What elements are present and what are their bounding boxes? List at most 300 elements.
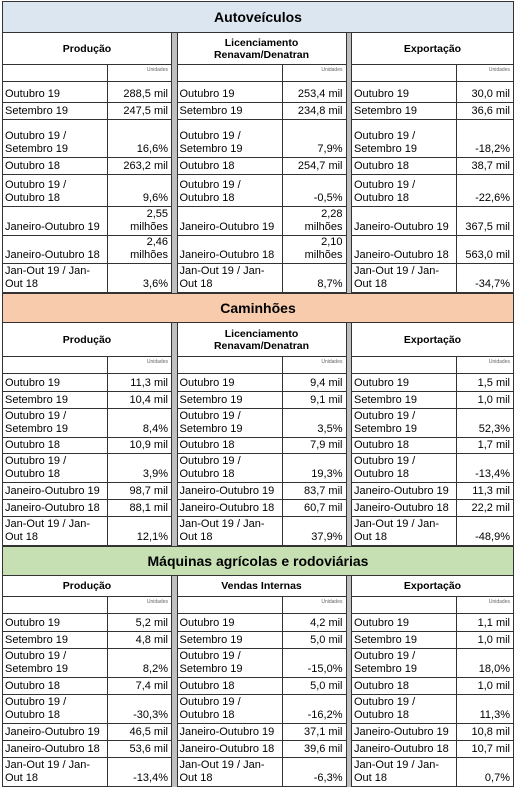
table-row (3, 741, 171, 758)
units-row (352, 357, 513, 374)
units-label: Unidades (146, 67, 168, 73)
row-value (108, 409, 171, 437)
row-label: Outubro 19 / Outubro 18 (3, 454, 108, 482)
units-label: Unidades (488, 359, 510, 365)
row-value-text: 5,0 mil (310, 680, 343, 692)
row-label: Janeiro-Outubro 18 (178, 236, 283, 263)
column-header: Licenciamento Renavam/Denatran (178, 33, 346, 65)
row-label: Janeiro-Outubro 19 (352, 207, 457, 235)
row-label: Jan-Out 19 / Jan-Out 18 (3, 517, 108, 545)
row-label: Outubro 19 / Setembro 19 (352, 649, 457, 677)
row-value (108, 614, 171, 631)
table-row (178, 264, 346, 293)
row-value (283, 500, 346, 516)
row-value-text: 12,1% (136, 531, 168, 543)
table-row (178, 392, 346, 409)
row-value (457, 103, 513, 119)
row-value (283, 724, 346, 740)
table-row (352, 392, 513, 409)
table-row (3, 649, 171, 678)
row-value (457, 758, 513, 786)
row-label: Outubro 19 (178, 374, 283, 391)
row-value (457, 207, 513, 235)
table-row (3, 517, 171, 546)
table-row (352, 264, 513, 293)
row-value-text: 52,3% (478, 423, 510, 435)
row-value-text: 10,4 mil (129, 394, 168, 406)
row-value (283, 82, 346, 102)
row-label: Outubro 19 / Setembro 19 (3, 409, 108, 437)
row-label: Jan-Out 19 / Jan-Out 18 (178, 264, 283, 292)
row-value (283, 454, 346, 482)
units-label: Unidades (321, 599, 343, 605)
data-column (178, 576, 346, 787)
table-row (178, 500, 346, 517)
row-label: Jan-Out 19 / Jan-Out 18 (3, 758, 108, 786)
table-row (352, 207, 513, 236)
row-value-text: 254,7 mil (297, 160, 343, 172)
row-label: Setembro 19 (352, 392, 457, 408)
section-3 (2, 546, 514, 787)
table-row (3, 409, 171, 438)
row-value (108, 678, 171, 694)
row-value (108, 632, 171, 648)
row-label: Setembro 19 (352, 103, 457, 119)
row-value (457, 264, 513, 292)
row-value-text: -13,4% (133, 772, 168, 784)
row-value-text: -16,2% (307, 709, 343, 721)
table-row (178, 632, 346, 649)
row-value-text: 2,28 milhões (304, 208, 343, 233)
units-spacer (178, 597, 283, 613)
row-label: Outubro 19 / Outubro 18 (178, 175, 283, 206)
section-title: Máquinas agrícolas e rodoviárias (2, 546, 514, 576)
row-label: Janeiro-Outubro 18 (178, 500, 283, 516)
row-value (283, 438, 346, 453)
row-label: Outubro 19 / Outubro 18 (352, 695, 457, 723)
table-row (3, 758, 171, 787)
section-grid (2, 576, 514, 787)
table-row (178, 454, 346, 483)
table-row (352, 649, 513, 678)
row-value-text: 1,7 mil (477, 439, 510, 451)
row-value-text: 7,9% (317, 143, 343, 155)
row-value (283, 758, 346, 786)
table-row (178, 695, 346, 724)
units-row (178, 357, 346, 374)
units-spacer (178, 65, 283, 81)
row-label: Janeiro-Outubro 18 (3, 236, 108, 263)
row-value-text: 30,0 mil (471, 88, 510, 100)
row-value (457, 438, 513, 453)
row-label: Outubro 19 / Setembro 19 (352, 120, 457, 157)
row-value (108, 741, 171, 757)
row-value (457, 695, 513, 723)
row-value-text: 11,3% (479, 709, 510, 721)
data-column (352, 33, 513, 293)
row-value (108, 438, 171, 453)
row-label: Janeiro-Outubro 19 (3, 207, 108, 235)
row-value (457, 500, 513, 516)
row-value (283, 374, 346, 391)
table-row (3, 500, 171, 517)
row-value (108, 500, 171, 516)
units-spacer (3, 357, 108, 373)
row-label: Outubro 18 (352, 438, 457, 453)
table-row (3, 264, 171, 293)
row-value-text: 11,3 mil (472, 485, 510, 497)
row-value (108, 483, 171, 499)
row-value (457, 374, 513, 391)
row-value-text: 0,7% (484, 772, 510, 784)
row-value (108, 236, 171, 263)
row-label: Outubro 19 / Outubro 18 (178, 695, 283, 723)
row-value-text: 9,1 mil (310, 394, 343, 406)
row-value-text: 1,0 mil (477, 634, 510, 646)
row-value (457, 483, 513, 499)
statistics-document (2, 1, 514, 787)
row-label: Jan-Out 19 / Jan-Out 18 (352, 758, 457, 786)
row-label: Outubro 19 (3, 374, 108, 391)
table-row (352, 517, 513, 546)
row-value (108, 120, 171, 157)
data-column (3, 323, 171, 546)
row-value-text: 11,3 mil (130, 377, 168, 389)
row-label: Janeiro-Outubro 19 (178, 207, 283, 235)
row-value (283, 264, 346, 292)
table-row (178, 649, 346, 678)
row-value (283, 392, 346, 408)
row-value (108, 175, 171, 206)
table-row (352, 632, 513, 649)
row-value-text: 253,4 mil (297, 88, 343, 100)
row-value (283, 614, 346, 631)
table-row (352, 483, 513, 500)
row-value-text: 10,9 mil (129, 439, 168, 451)
table-row (3, 454, 171, 483)
table-row (178, 678, 346, 695)
table-row (352, 175, 513, 207)
row-label: Jan-Out 19 / Jan-Out 18 (178, 758, 283, 786)
row-value-text: 4,8 mil (135, 634, 168, 646)
row-value (108, 207, 171, 235)
section-2 (2, 293, 514, 546)
row-value-text: 9,4 mil (310, 377, 343, 389)
table-row (352, 724, 513, 741)
table-row (352, 438, 513, 454)
row-value-text: 263,2 mil (123, 160, 168, 172)
table-row (178, 120, 346, 158)
row-value-text: 37,9% (311, 531, 343, 543)
units-spacer (178, 357, 283, 373)
row-value-text: 46,5 mil (129, 726, 168, 738)
row-value-text: 38,7 mil (471, 160, 510, 172)
table-row (352, 614, 513, 632)
column-header: Vendas Internas (178, 576, 346, 597)
table-row (3, 207, 171, 236)
row-value-text: 5,0 mil (310, 634, 343, 646)
units-spacer (352, 357, 457, 373)
units-row (352, 65, 513, 82)
row-value-text: 2,10 milhões (304, 236, 343, 261)
row-value-text: 83,7 mil (303, 485, 343, 497)
data-column (352, 323, 513, 546)
units-spacer (352, 597, 457, 613)
row-label: Setembro 19 (178, 103, 283, 119)
row-value-text: -48,9% (475, 531, 510, 543)
row-value-text: -30,3% (133, 709, 168, 721)
row-value-text: 1,1 mil (477, 617, 510, 629)
row-value (457, 517, 513, 545)
row-value (457, 120, 513, 157)
data-column (352, 576, 513, 787)
row-value (457, 392, 513, 408)
units-row (178, 65, 346, 82)
row-label: Jan-Out 19 / Jan-Out 18 (178, 517, 283, 545)
table-row (3, 103, 171, 120)
row-label: Setembro 19 (3, 632, 108, 648)
row-value-text: 288,5 mil (123, 88, 168, 100)
row-label: Outubro 19 (3, 614, 108, 631)
section-grid (2, 33, 514, 293)
table-row (3, 724, 171, 741)
row-label: Outubro 19 / Outubro 18 (352, 175, 457, 206)
row-value (283, 120, 346, 157)
table-row (3, 632, 171, 649)
row-label: Setembro 19 (3, 103, 108, 119)
row-value (283, 632, 346, 648)
row-label: Outubro 18 (178, 678, 283, 694)
row-value-text: -34,7% (475, 278, 510, 290)
table-row (352, 236, 513, 264)
row-value (283, 236, 346, 263)
row-value (457, 614, 513, 631)
row-label: Outubro 19 (178, 614, 283, 631)
row-value-text: 98,7 mil (129, 485, 168, 497)
column-header: Produção (3, 323, 171, 357)
table-row (3, 392, 171, 409)
data-column (3, 33, 171, 293)
row-value-text: 3,5% (317, 423, 343, 435)
column-header: Exportação (352, 323, 513, 357)
row-value-text: 10,7 mil (471, 743, 510, 755)
section-1 (2, 1, 514, 293)
row-value-text: 88,1 mil (129, 502, 168, 514)
row-label: Outubro 19 (178, 82, 283, 102)
row-value (457, 632, 513, 648)
row-label: Janeiro-Outubro 19 (352, 724, 457, 740)
row-value (457, 678, 513, 694)
row-label: Outubro 19 / Outubro 18 (352, 454, 457, 482)
row-value-text: 563,0 mil (465, 249, 510, 261)
table-row (178, 103, 346, 120)
row-value (457, 236, 513, 263)
row-value-text: 39,6 mil (303, 743, 343, 755)
row-value (283, 483, 346, 499)
table-row (352, 758, 513, 787)
row-label: Outubro 18 (3, 438, 108, 453)
table-row (3, 374, 171, 392)
row-value (283, 741, 346, 757)
row-value-text: 234,8 mil (297, 105, 343, 117)
row-label: Outubro 19 (352, 374, 457, 391)
units-label: Unidades (321, 359, 343, 365)
row-value (457, 175, 513, 206)
data-column (178, 33, 346, 293)
row-value-text: 7,9 mil (310, 439, 343, 451)
row-value (283, 678, 346, 694)
row-value (108, 517, 171, 545)
row-label: Outubro 19 / Setembro 19 (352, 409, 457, 437)
units-spacer (3, 597, 108, 613)
table-row (178, 82, 346, 103)
column-header: Produção (3, 576, 171, 597)
row-value (457, 454, 513, 482)
table-row (352, 409, 513, 438)
table-row (3, 236, 171, 264)
row-value-text: 3,9% (142, 468, 168, 480)
units-label: Unidades (488, 599, 510, 605)
row-value-text: 37,1 mil (303, 726, 343, 738)
row-label: Setembro 19 (3, 392, 108, 408)
row-label: Jan-Out 19 / Jan-Out 18 (352, 517, 457, 545)
row-label: Outubro 19 / Outubro 18 (3, 695, 108, 723)
table-row (178, 207, 346, 236)
table-row (178, 374, 346, 392)
row-label: Janeiro-Outubro 18 (3, 500, 108, 516)
table-row (178, 158, 346, 175)
table-row (178, 741, 346, 758)
table-row (352, 374, 513, 392)
row-value-text: 10,8 mil (471, 726, 510, 738)
units-label: Unidades (488, 67, 510, 73)
row-label: Outubro 19 / Outubro 18 (3, 175, 108, 206)
units-row (3, 357, 171, 374)
data-column (3, 576, 171, 787)
section-title: Caminhões (2, 293, 514, 323)
table-row (3, 158, 171, 175)
row-value-text: 1,0 mil (477, 680, 510, 692)
row-label: Outubro 18 (3, 678, 108, 694)
row-value-text: 1,5 mil (477, 377, 510, 389)
row-value-text: 36,6 mil (471, 105, 510, 117)
units-spacer (3, 65, 108, 81)
row-label: Janeiro-Outubro 18 (352, 741, 457, 757)
row-value-text: 9,6% (142, 192, 168, 204)
row-value (457, 741, 513, 757)
table-row (352, 120, 513, 158)
table-row (352, 103, 513, 120)
row-value-text: -22,6% (475, 192, 510, 204)
units-spacer (352, 65, 457, 81)
section-grid (2, 323, 514, 546)
row-label: Outubro 18 (352, 678, 457, 694)
row-value (108, 264, 171, 292)
row-value-text: 5,2 mil (135, 617, 168, 629)
table-row (352, 741, 513, 758)
row-label: Outubro 18 (178, 438, 283, 453)
section-title: Autoveículos (2, 1, 514, 33)
row-value-text: 8,4% (142, 423, 168, 435)
row-label: Outubro 19 (352, 614, 457, 631)
row-value-text: -6,3% (313, 772, 343, 784)
row-value-text: 2,55 milhões (130, 208, 168, 233)
row-label: Outubro 19 / Setembro 19 (178, 649, 283, 677)
table-row (3, 695, 171, 724)
row-value-text: 1,0 mil (477, 394, 510, 406)
units-row (352, 597, 513, 614)
row-value (108, 82, 171, 102)
row-value (108, 158, 171, 174)
row-value (457, 724, 513, 740)
table-row (352, 500, 513, 517)
row-label: Janeiro-Outubro 19 (178, 724, 283, 740)
table-row (352, 695, 513, 724)
table-row (178, 483, 346, 500)
row-label: Janeiro-Outubro 18 (3, 741, 108, 757)
row-value (457, 409, 513, 437)
row-label: Setembro 19 (352, 632, 457, 648)
row-label: Jan-Out 19 / Jan-Out 18 (3, 264, 108, 292)
row-label: Outubro 19 / Setembro 19 (3, 120, 108, 157)
row-value-text: 22,2 mil (471, 502, 510, 514)
row-value (457, 158, 513, 174)
row-value (283, 158, 346, 174)
row-value-text: 53,6 mil (129, 743, 168, 755)
table-row (178, 724, 346, 741)
row-value (457, 649, 513, 677)
table-row (178, 517, 346, 546)
column-header: Licenciamento Renavam/Denatran (178, 323, 346, 357)
row-label: Janeiro-Outubro 18 (352, 500, 457, 516)
units-row (178, 597, 346, 614)
row-value-text: 16,6% (136, 143, 168, 155)
row-label: Janeiro-Outubro 19 (3, 483, 108, 499)
row-value-text: 3,6% (142, 278, 168, 290)
column-header: Exportação (352, 33, 513, 65)
table-row (178, 614, 346, 632)
row-value-text: 4,2 mil (310, 617, 343, 629)
row-value-text: -18,2% (475, 143, 510, 155)
row-value-text: 7,4 mil (135, 680, 168, 692)
table-row (3, 120, 171, 158)
row-value-text: 367,5 mil (465, 221, 510, 233)
table-row (3, 82, 171, 103)
row-label: Janeiro-Outubro 19 (3, 724, 108, 740)
row-label: Setembro 19 (178, 392, 283, 408)
table-row (3, 678, 171, 695)
row-label: Outubro 19 / Outubro 18 (178, 454, 283, 482)
table-row (352, 454, 513, 483)
row-value (108, 103, 171, 119)
row-label: Outubro 19 (3, 82, 108, 102)
row-label: Setembro 19 (178, 632, 283, 648)
row-value (283, 103, 346, 119)
table-row (3, 483, 171, 500)
row-value-text: 18,0% (478, 663, 510, 675)
row-label: Janeiro-Outubro 19 (352, 483, 457, 499)
row-value (283, 409, 346, 437)
row-label: Outubro 18 (178, 158, 283, 174)
units-row (3, 597, 171, 614)
units-label: Unidades (146, 359, 168, 365)
column-header: Exportação (352, 576, 513, 597)
row-value (108, 392, 171, 408)
row-value-text: -13,4% (475, 468, 510, 480)
data-column (178, 323, 346, 546)
row-label: Outubro 19 / Setembro 19 (178, 409, 283, 437)
table-row (352, 82, 513, 103)
